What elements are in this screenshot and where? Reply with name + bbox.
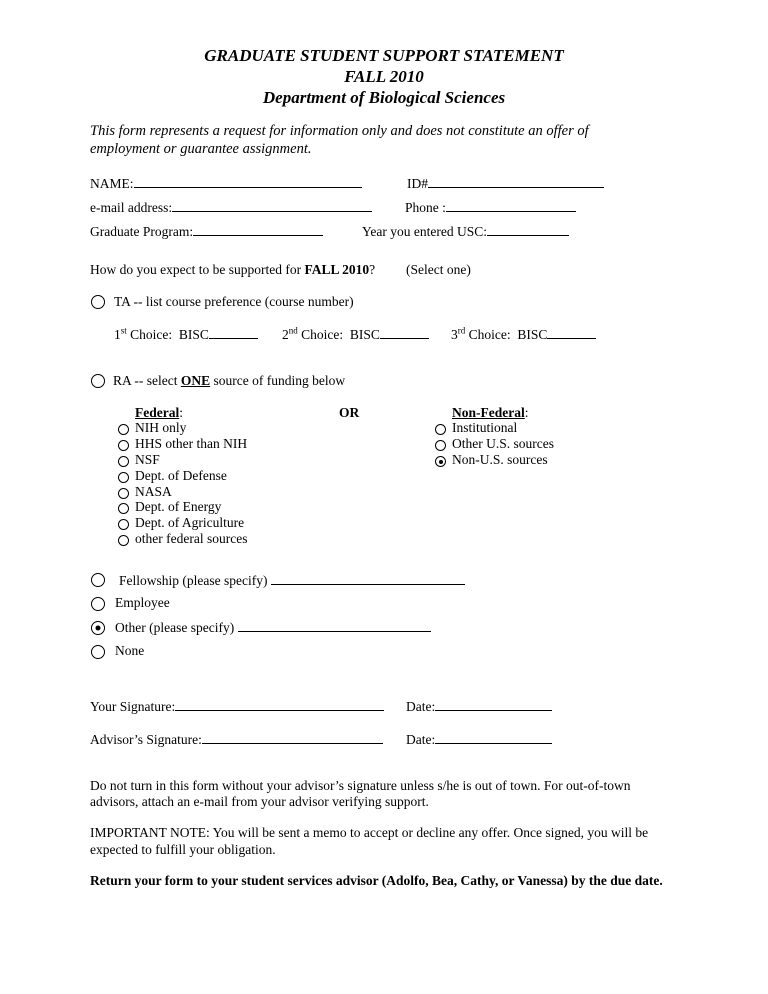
your-date-field — [406, 698, 552, 715]
name-field — [90, 175, 362, 192]
ra-label-bold: ONE — [180, 373, 211, 388]
fellowship-radio[interactable] — [91, 573, 105, 587]
ta-choice-3 — [451, 326, 596, 343]
nonfederal-heading-text: Non-Federal — [452, 405, 525, 420]
ta-choice-2 — [282, 326, 429, 343]
name-input-line[interactable] — [134, 175, 362, 188]
federal-source-energy: Dept. of Energy — [135, 499, 222, 514]
year-label: Year you entered USC: — [362, 224, 487, 239]
other-label: Other (please specify) — [115, 620, 235, 635]
other-radio-dot — [96, 626, 101, 631]
advisor-signature-field — [90, 731, 383, 748]
nonfederal-radio-institutional[interactable] — [435, 424, 446, 435]
ta-label: TA -- list course preference (course number) — [114, 294, 354, 309]
choice-3-num: 3 — [451, 327, 458, 342]
ra-radio[interactable] — [91, 374, 105, 388]
choice-1-input-line[interactable] — [209, 326, 258, 339]
your-signature-field — [90, 698, 384, 715]
fellowship-label: Fellowship (please specify) — [119, 573, 268, 588]
choice-3-input-line[interactable] — [547, 326, 596, 339]
question-prefix: How do you expect to be supported for — [90, 262, 305, 277]
ta-radio[interactable] — [91, 295, 105, 309]
federal-source-nsf: NSF — [135, 452, 160, 467]
federal-heading — [135, 405, 183, 421]
note-1-line-1: Do not turn in this form without your advisor’s signature unless s/he is out of town. For out-of-town — [90, 778, 631, 793]
form-title: GRADUATE STUDENT SUPPORT STATEMENT — [204, 46, 564, 65]
program-input-line[interactable] — [193, 223, 323, 236]
ra-label — [113, 373, 345, 389]
intro-line-1: This form represents a request for information only and does not constitute an offer of — [90, 123, 589, 139]
federal-radio-nasa[interactable] — [118, 488, 129, 499]
none-radio[interactable] — [91, 645, 105, 659]
federal-radio-other[interactable] — [118, 535, 129, 546]
name-label: NAME: — [90, 176, 134, 191]
email-label: e-mail address: — [90, 200, 173, 215]
choice-2-num: 2 — [282, 327, 289, 342]
nonfederal-radio-non-us-dot — [439, 460, 443, 464]
choice-1-sup: st — [120, 325, 127, 336]
nonfederal-radio-non-us[interactable] — [435, 456, 446, 467]
id-field — [407, 175, 604, 192]
choice-2-sup: nd — [288, 325, 298, 336]
other-input-line[interactable] — [238, 619, 431, 632]
program-field — [90, 223, 323, 240]
other-option — [115, 619, 431, 636]
ra-label-suffix: source of funding below — [210, 373, 346, 388]
advisor-signature-line[interactable] — [202, 731, 383, 744]
id-input-line[interactable] — [428, 175, 604, 188]
support-question — [90, 262, 375, 278]
form-department: Department of Biological Sciences — [262, 88, 506, 107]
your-signature-label: Your Signature: — [90, 699, 176, 714]
federal-radio-energy[interactable] — [118, 503, 129, 514]
choice-3-sup: rd — [457, 325, 466, 336]
choice-3-prefix: BISC — [517, 327, 548, 342]
federal-heading-colon: : — [179, 405, 183, 420]
federal-radio-defense[interactable] — [118, 472, 129, 483]
year-input-line[interactable] — [487, 223, 569, 236]
advisor-date-line[interactable] — [435, 731, 552, 744]
employee-radio[interactable] — [91, 597, 105, 611]
choice-1-num: 1 — [114, 327, 121, 342]
nonfederal-heading-colon: : — [524, 405, 529, 420]
choice-1-prefix: BISC — [178, 327, 209, 342]
nonfederal-source-non-us: Non-U.S. sources — [452, 452, 548, 467]
federal-radio-hhs[interactable] — [118, 440, 129, 451]
your-signature-line[interactable] — [175, 698, 384, 711]
employee-label: Employee — [115, 595, 170, 610]
note-1-line-2: advisors, attach an e-mail from your advisor verifying support. — [90, 794, 429, 809]
phone-field — [405, 199, 576, 216]
federal-source-nih: NIH only — [135, 420, 187, 435]
choice-2-prefix: BISC — [349, 327, 380, 342]
year-field — [362, 223, 569, 240]
phone-input-line[interactable] — [446, 199, 576, 212]
nonfederal-source-other-us: Other U.S. sources — [452, 436, 554, 451]
fellowship-input-line[interactable] — [271, 572, 465, 585]
advisor-date-field — [406, 731, 552, 748]
phone-label: Phone : — [405, 200, 446, 215]
your-date-label: Date: — [406, 699, 436, 714]
federal-source-nasa: NASA — [135, 484, 172, 499]
ra-label-prefix: RA -- select — [113, 373, 181, 388]
note-2-line-1: IMPORTANT NOTE: You will be sent a memo to accept or decline any offer. Once signed, you will be — [90, 825, 649, 840]
note-2-line-2: expected to fulfill your obligation. — [90, 842, 276, 857]
federal-source-agriculture: Dept. of Agriculture — [135, 515, 245, 530]
federal-radio-nsf[interactable] — [118, 456, 129, 467]
choice-2-text: Choice: — [297, 327, 344, 342]
question-term: FALL 2010 — [304, 262, 370, 277]
advisor-signature-label: Advisor’s Signature: — [90, 732, 202, 747]
ta-choice-1 — [114, 326, 258, 343]
nonfederal-heading — [452, 405, 529, 421]
federal-source-hhs: HHS other than NIH — [135, 436, 248, 451]
federal-source-defense: Dept. of Defense — [135, 468, 227, 483]
form-term: FALL 2010 — [344, 67, 424, 86]
none-label: None — [115, 643, 145, 658]
advisor-date-label: Date: — [406, 732, 436, 747]
federal-source-other: other federal sources — [135, 531, 248, 546]
nonfederal-radio-other-us[interactable] — [435, 440, 446, 451]
choice-1-text: Choice: — [126, 327, 173, 342]
other-radio[interactable] — [91, 621, 105, 635]
id-label: ID# — [407, 176, 428, 191]
fellowship-option — [119, 572, 465, 589]
choice-2-input-line[interactable] — [380, 326, 429, 339]
return-instructions: Return your form to your student services advisor (Adolfo, Bea, Cathy, or Vanessa) by the due date. — [90, 873, 663, 888]
email-input-line[interactable] — [172, 199, 372, 212]
program-label: Graduate Program: — [90, 224, 194, 239]
your-date-line[interactable] — [435, 698, 552, 711]
intro-line-2: employment or guarantee assignment. — [90, 141, 312, 157]
nonfederal-source-institutional: Institutional — [452, 420, 518, 435]
federal-radio-agriculture[interactable] — [118, 519, 129, 530]
or-label: OR — [339, 405, 360, 420]
question-suffix: ? — [369, 262, 376, 277]
question-hint: (Select one) — [406, 262, 471, 277]
federal-heading-text: Federal — [135, 405, 180, 420]
federal-radio-nih[interactable] — [118, 424, 129, 435]
choice-3-text: Choice: — [465, 327, 511, 342]
email-field — [90, 199, 372, 216]
